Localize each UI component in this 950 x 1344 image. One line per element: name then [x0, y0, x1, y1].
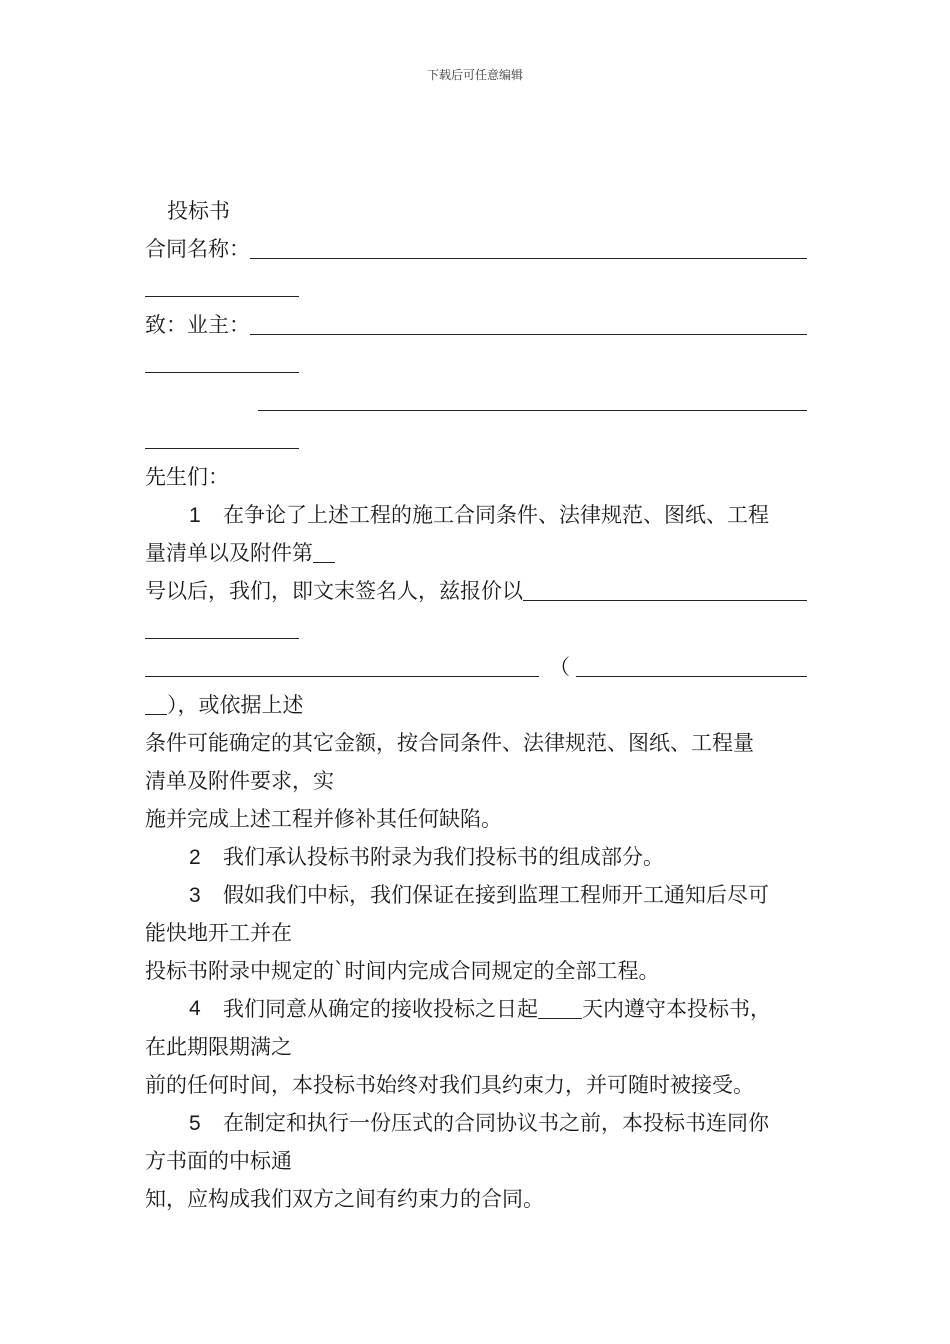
bid-price-words-blank[interactable] — [145, 650, 539, 677]
item-1-line-5: ），或依据上述 — [145, 686, 807, 724]
item-1-line-4: （ — [145, 648, 807, 686]
to-owner-blank-cont[interactable] — [145, 346, 299, 373]
item-1-line-2: 量清单以及附件第 — [145, 534, 807, 572]
bid-price-figures-blank[interactable] — [576, 650, 807, 677]
item-5-line-2: 方书面的中标通 — [145, 1149, 292, 1173]
item-1-line-6: 条件可能确定的其它金额，按合同条件、法律规范、图纸、工程量 — [145, 731, 754, 755]
document-body — [145, 192, 807, 1218]
item-1-line-3-cont — [145, 610, 807, 648]
item-4-number: 4 — [189, 997, 201, 1020]
validity-days-blank[interactable] — [538, 992, 582, 1019]
item-3-line-1: 3 假如我们中标，我们保证在接到监理工程师开工通知后尽可 — [145, 876, 807, 914]
item-5-line-3: 知，应构成我们双方之间有约束力的合同。 — [145, 1187, 544, 1211]
bid-price-blank[interactable] — [523, 574, 807, 601]
to-owner-continuation — [145, 344, 807, 382]
item-4-line-2: 在此期限期满之 — [145, 1035, 292, 1059]
item-1-line-1: 1 在争论了上述工程的施工合同条件、法律规范、图纸、工程 — [145, 496, 807, 534]
to-owner-line — [145, 306, 807, 344]
item-1-line-3: 号以后，我们，即文末签名人，兹报价以 — [145, 572, 807, 610]
item-3-line-3: 投标书附录中规定的`时间内完成合同规定的全部工程。 — [145, 959, 660, 983]
item-5-number: 5 — [189, 1112, 201, 1135]
item-1-number: 1 — [189, 504, 201, 527]
contract-name-line — [145, 230, 807, 268]
address-continuation — [145, 420, 807, 458]
contract-name-blank-cont[interactable] — [145, 270, 299, 297]
item-1-line-7: 清单及附件要求，实 — [145, 769, 334, 793]
item-4-line-3: 前的任何时间，本投标书始终对我们具约束力，并可随时被接受。 — [145, 1073, 754, 1097]
document-title: 投标书 — [167, 199, 230, 223]
item-2-line-1: 2 我们承认投标书附录为我们投标书的组成部分。 — [145, 838, 807, 876]
item-5-line-1: 5 在制定和执行一份压式的合同协议书之前，本投标书连同你 — [145, 1104, 807, 1142]
item-3-number: 3 — [189, 884, 201, 907]
item-2-number: 2 — [189, 846, 201, 869]
address-blank-cont[interactable] — [145, 422, 299, 449]
bid-price-figures-blank-cont[interactable] — [145, 688, 167, 715]
bid-price-blank-cont[interactable] — [145, 612, 299, 639]
salutation: 先生们： — [145, 465, 229, 489]
to-owner-blank[interactable] — [250, 308, 807, 335]
appendix-number-blank[interactable] — [313, 536, 335, 563]
item-3-line-2: 能快地开工并在 — [145, 921, 292, 945]
contract-name-continuation — [145, 268, 807, 306]
item-1-line-8: 施并完成上述工程并修补其任何缺陷。 — [145, 807, 502, 831]
to-owner-label: 致：业主： — [145, 313, 250, 337]
contract-name-label: 合同名称： — [145, 237, 250, 261]
page-header-note: 下载后可任意编辑 — [426, 68, 523, 82]
contract-name-blank[interactable] — [250, 232, 807, 259]
address-line — [145, 382, 807, 420]
address-blank[interactable] — [258, 384, 807, 411]
item-4-line-1: 4 我们同意从确定的接收投标之日起 天内遵守本投标书， — [145, 990, 807, 1028]
